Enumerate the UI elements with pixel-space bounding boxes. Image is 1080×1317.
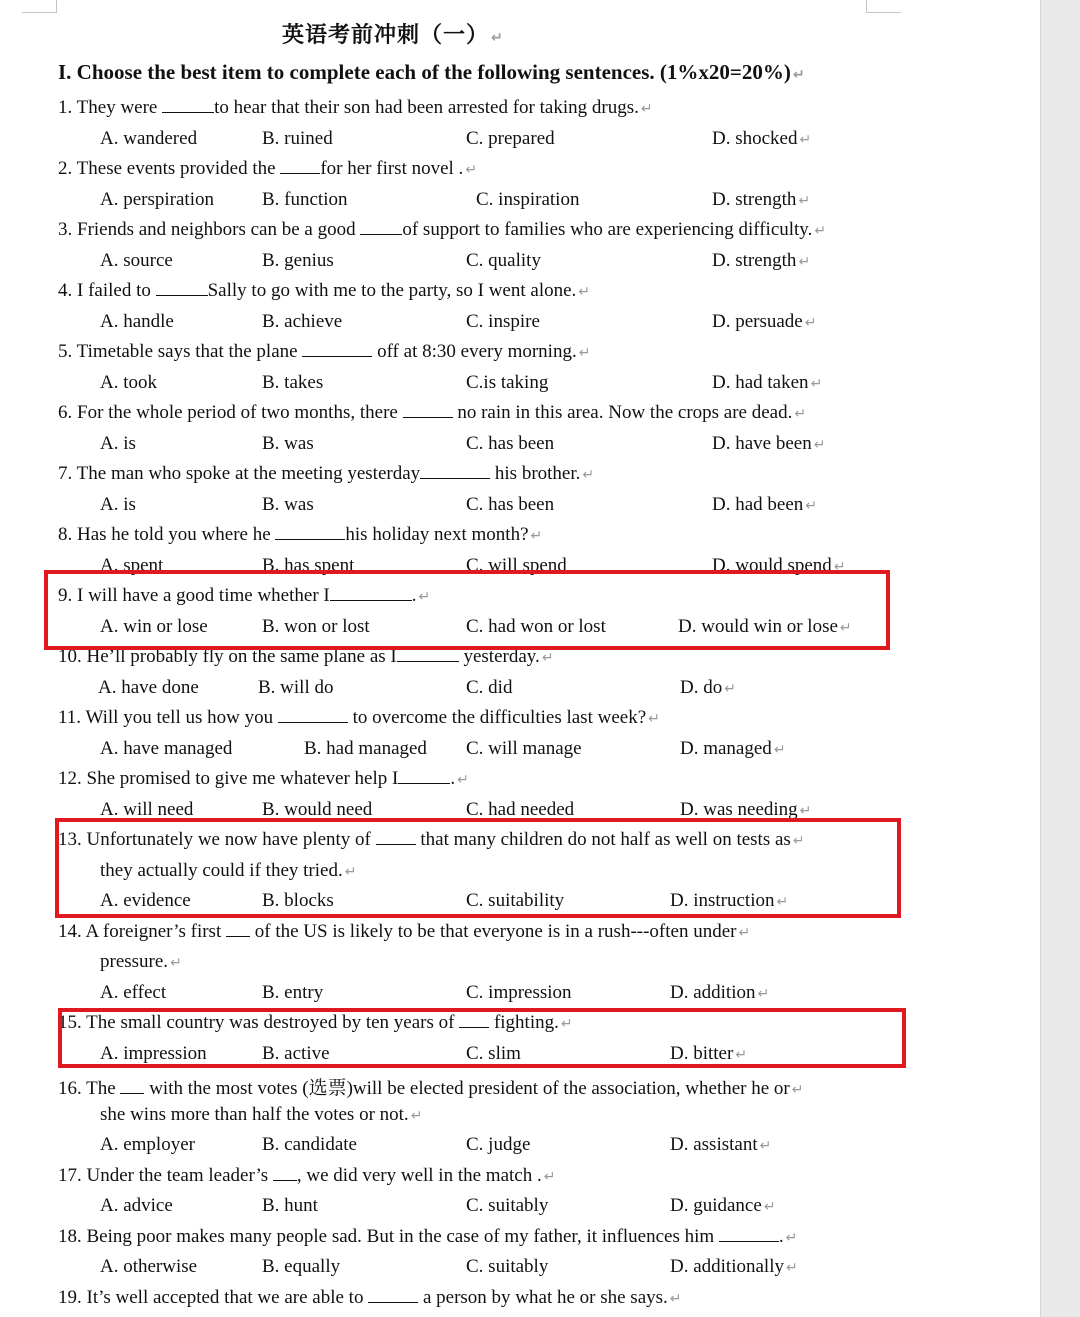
question-stem-end: his holiday next month? [345,524,529,545]
page-corner-mark [22,0,57,13]
answer-blank [719,1227,779,1242]
answer-blank [420,464,490,479]
option-5-a: A. took [100,371,157,393]
question-stem-end: of support to families who are experiencing difficulty. [402,219,813,240]
paragraph-mark-icon: ↵ [738,924,751,941]
question-8 [58,524,542,546]
option-7-a: A. is [100,493,136,515]
option-10-d: D. do ↵ [680,676,736,698]
option-2-a: A. perspiration [100,188,214,210]
option-7-c: C. has been [466,493,555,515]
question-stem: 9. I will have a good time whether I [58,585,330,606]
option-8-d: D. would spend ↵ [712,554,846,576]
answer-blank [273,1166,297,1181]
option-8-a: A. spent [100,554,164,576]
paragraph-mark-icon: ↵ [578,345,591,361]
question-stem-end: . [411,585,417,606]
question-14 [58,921,750,943]
question-stem-end: Sally to go with me to the party, so I went alone. [207,280,577,301]
option-1-b: B. ruined [262,127,333,149]
question-stem-continued: they actually could if they tried. [100,859,343,881]
question-2 [58,158,477,180]
option-3-a: A. source [100,249,173,271]
answer-blank [275,525,345,540]
option-7-b: B. was [262,493,314,515]
question-stem-end: to overcome the difficulties last week? [347,707,647,728]
option-16-b: B. candidate [262,1134,357,1155]
question-stem-end: yesterday. [458,646,540,667]
paragraph-mark-icon: ↵ [810,375,823,392]
question-16-continued [100,1104,422,1126]
highlight-box-q13 [55,818,901,918]
option-9-b: B. won or lost [262,615,370,637]
question-stem: 13. Unfortunately we now have plenty of [58,829,376,850]
option-17-b: B. hunt [262,1195,318,1216]
option-4-b: B. achieve [262,310,343,332]
question-stem: 15. The small country was destroyed by ten years of [58,1012,460,1033]
answer-blank [368,1288,418,1303]
paragraph-mark-icon: ↵ [465,162,478,178]
answer-blank [398,769,450,784]
option-9-d: D. would win or lose ↵ [678,615,852,637]
answer-blank [360,220,402,235]
question-stem-end: . [778,1225,784,1247]
option-11-c: C. will manage [466,737,582,759]
option-2-b: B. function [262,188,348,210]
paragraph-mark-icon: ↵ [418,589,431,605]
paragraph-mark-icon: ↵ [724,680,736,697]
question-stem: 11. Will you tell us how you [58,707,278,728]
option-11-b: B. had managed [304,737,427,759]
question-stem: 10. He’ll probably fly on the same plane as I [58,646,397,667]
option-3-c: C. quality [466,249,541,271]
question-stem: 7. The man who spoke at the meeting yesterday [58,463,421,484]
question-stem-end: that many children do not half as well on tests as [415,829,791,850]
option-13-c: C. suitability [466,890,565,911]
option-15-d: D. bitter ↵ [670,1042,748,1064]
question-stem-end: of the US is likely to be that everyone is in a rush---often under [250,920,737,942]
option-9-a: A. win or lose [100,615,208,637]
option-14-b: B. entry [262,981,324,1003]
question-stem: 4. I failed to [58,280,156,301]
option-17-a: A. advice [100,1195,173,1216]
question-stem: 18. Being poor makes many people sad. But in the case of my father, it influences him [58,1225,719,1247]
paragraph-mark-icon: ↵ [578,284,591,300]
paragraph-mark-icon: ↵ [799,802,812,819]
option-12-b: B. would need [262,798,373,820]
question-stem-end: for her first novel . [320,158,464,179]
paragraph-mark-icon: ↵ [833,558,846,575]
paragraph-mark-icon: ↵ [798,253,811,270]
option-14-a: A. effect [100,981,167,1003]
option-5-b: B. takes [262,371,324,393]
section-heading: I. Choose the best item to complete each of the following sentences. (1%x20=20%) ↵ [58,60,805,84]
option-6-d: D. have been ↵ [712,432,826,454]
option-9-c: C. had won or lost [466,615,606,637]
question-stem-end: fighting. [489,1012,559,1033]
question-stem-end: . [450,768,456,789]
question-stem: 17. Under the team leader’s [58,1164,273,1186]
option-5-d: D. had taken ↵ [712,371,823,393]
paragraph-mark-icon: ↵ [805,497,818,514]
paragraph-mark-icon: ↵ [669,1290,682,1307]
question-stem: 19. It’s well accepted that we are able to [58,1286,369,1308]
highlight-box-q9 [44,570,890,650]
paragraph-mark-icon: ↵ [757,985,770,1002]
question-stem: 6. For the whole period of two months, there [58,402,403,423]
option-5-c: C.is taking [466,371,549,393]
answer-blank [403,403,453,418]
option-14-d: D. addition ↵ [670,981,770,1003]
option-12-c: C. had needed [466,798,575,820]
option-1-c: C. prepared [466,127,555,149]
paragraph-mark-icon: ↵ [560,1016,573,1032]
question-stem-end: a person by what he or she says. [418,1286,668,1308]
question-stem: 14. A foreigner’s first [58,920,226,942]
paragraph-mark-icon: ↵ [799,131,812,148]
option-4-d: D. persuade ↵ [712,310,817,332]
question-stem-end: , we did very well in the match . [296,1164,542,1186]
option-10-a: A. have done [98,676,199,698]
answer-blank [162,98,214,113]
question-stem: 2. These events provided the [58,158,281,179]
vertical-scrollbar[interactable] [1040,0,1080,1317]
option-2-c: C. inspiration [476,188,580,210]
question-19 [58,1287,682,1309]
paragraph-mark-icon: ↵ [813,436,826,453]
question-4 [58,280,590,302]
question-stem: 16. The [58,1078,121,1099]
answer-blank [280,159,320,174]
paragraph-mark-icon: ↵ [344,863,357,880]
question-stem: 3. Friends and neighbors can be a good [58,219,361,240]
option-1-a: A. wandered [100,127,198,149]
option-12-a: A. will need [100,798,194,820]
paragraph-mark-icon: ↵ [648,711,660,727]
paragraph-mark-icon: ↵ [798,192,811,209]
paragraph-mark-icon: ↵ [410,1107,423,1124]
page-title: 英语考前冲刺（一） ↵ [282,23,504,48]
question-stem-continued: she wins more than half the votes or not. [100,1103,409,1125]
paragraph-mark-icon: ↵ [763,1199,776,1215]
question-7 [58,463,594,485]
paragraph-mark-icon: ↵ [773,741,786,758]
option-8-c: C. will spend [466,554,567,576]
paragraph-mark-icon: ↵ [457,772,469,788]
option-17-c: C. suitably [466,1195,549,1216]
option-18-d: D. additionally ↵ [670,1256,798,1277]
question-5 [58,341,590,363]
option-11-a: A. have managed [100,737,233,759]
question-14-continued [100,951,182,973]
question-stem-end: to hear that their son had been arrested for taking drugs. [214,97,639,118]
question-stem-end: with the most votes (选票)will be elected president of the association, whether he or [144,1078,790,1099]
option-3-b: B. genius [262,249,334,271]
question-6 [58,402,806,424]
option-11-d: D. managed ↵ [680,737,786,759]
question-stem: 12. She promised to give me whatever help I [58,768,399,789]
option-4-c: C. inspire [466,310,540,332]
option-18-a: A. otherwise [100,1256,198,1277]
option-13-d: D. instruction ↵ [670,890,789,911]
option-13-b: B. blocks [262,890,334,911]
option-15-a: A. impression [100,1042,207,1064]
option-6-c: C. has been [466,432,555,454]
option-10-c: C. did [466,676,513,698]
option-4-a: A. handle [100,310,174,332]
question-stem-end: off at 8:30 every morning. [372,341,577,362]
question-3 [58,219,826,241]
option-18-c: C. suitably [466,1256,549,1277]
question-stem: 1. They were [58,97,163,118]
paragraph-mark-icon: ↵ [814,223,827,239]
answer-blank [226,922,250,937]
option-10-b: B. will do [258,676,334,698]
question-stem-end: no rain in this area. Now the crops are dead. [452,402,793,423]
option-14-c: C. impression [466,981,572,1003]
question-18 [58,1226,797,1248]
paragraph-mark-icon: ↵ [791,1082,804,1098]
answer-blank [156,281,208,296]
option-6-b: B. was [262,432,314,454]
answer-blank [120,1079,144,1094]
option-2-d: D. strength ↵ [712,188,811,210]
option-3-d: D. strength ↵ [712,249,811,271]
page-corner-mark [866,0,901,13]
paragraph-mark-icon: ↵ [530,528,543,544]
paragraph-mark-icon: ↵ [640,101,653,117]
question-1 [58,97,653,119]
option-1-d: D. shocked ↵ [712,127,812,149]
paragraph-mark-icon: ↵ [785,1260,798,1276]
paragraph-mark-icon: ↵ [541,650,554,666]
paragraph-mark-icon: ↵ [785,1229,798,1246]
option-16-c: C. judge [466,1134,531,1155]
question-stem-continued: pressure. [100,951,169,972]
option-16-d: D. assistant ↵ [670,1134,772,1155]
paragraph-mark-icon: ↵ [170,955,182,971]
option-17-d: D. guidance ↵ [670,1195,776,1216]
question-11 [58,707,660,729]
paragraph-mark-icon: ↵ [792,833,805,849]
answer-blank [302,342,372,357]
option-6-a: A. is [100,432,136,454]
paragraph-mark-icon: ↵ [839,619,852,636]
paragraph-mark-icon: ↵ [735,1046,748,1063]
answer-blank [278,708,348,723]
option-15-b: B. active [262,1042,330,1064]
option-13-a: A. evidence [100,890,191,911]
paragraph-mark-icon: ↵ [776,894,789,910]
question-12 [58,768,469,790]
highlight-box-q15 [58,1008,906,1068]
option-7-d: D. had been ↵ [712,493,818,515]
option-15-c: C. slim [466,1042,521,1064]
question-16 [58,1073,803,1100]
paragraph-mark-icon: ↵ [804,314,817,331]
paragraph-mark-icon: ↵ [543,1168,556,1185]
paragraph-mark-icon: ↵ [794,406,807,422]
question-stem: 5. Timetable says that the plane [58,341,303,362]
option-12-d: D. was needing ↵ [680,798,812,820]
paragraph-mark-icon: ↵ [582,467,595,483]
option-16-a: A. employer [100,1134,195,1155]
question-stem-end: his brother. [490,463,581,484]
option-8-b: B. has spent [262,554,355,576]
paragraph-mark-icon: ↵ [759,1138,772,1154]
question-17 [58,1165,555,1187]
option-18-b: B. equally [262,1256,341,1277]
question-stem: 8. Has he told you where he [58,524,276,545]
